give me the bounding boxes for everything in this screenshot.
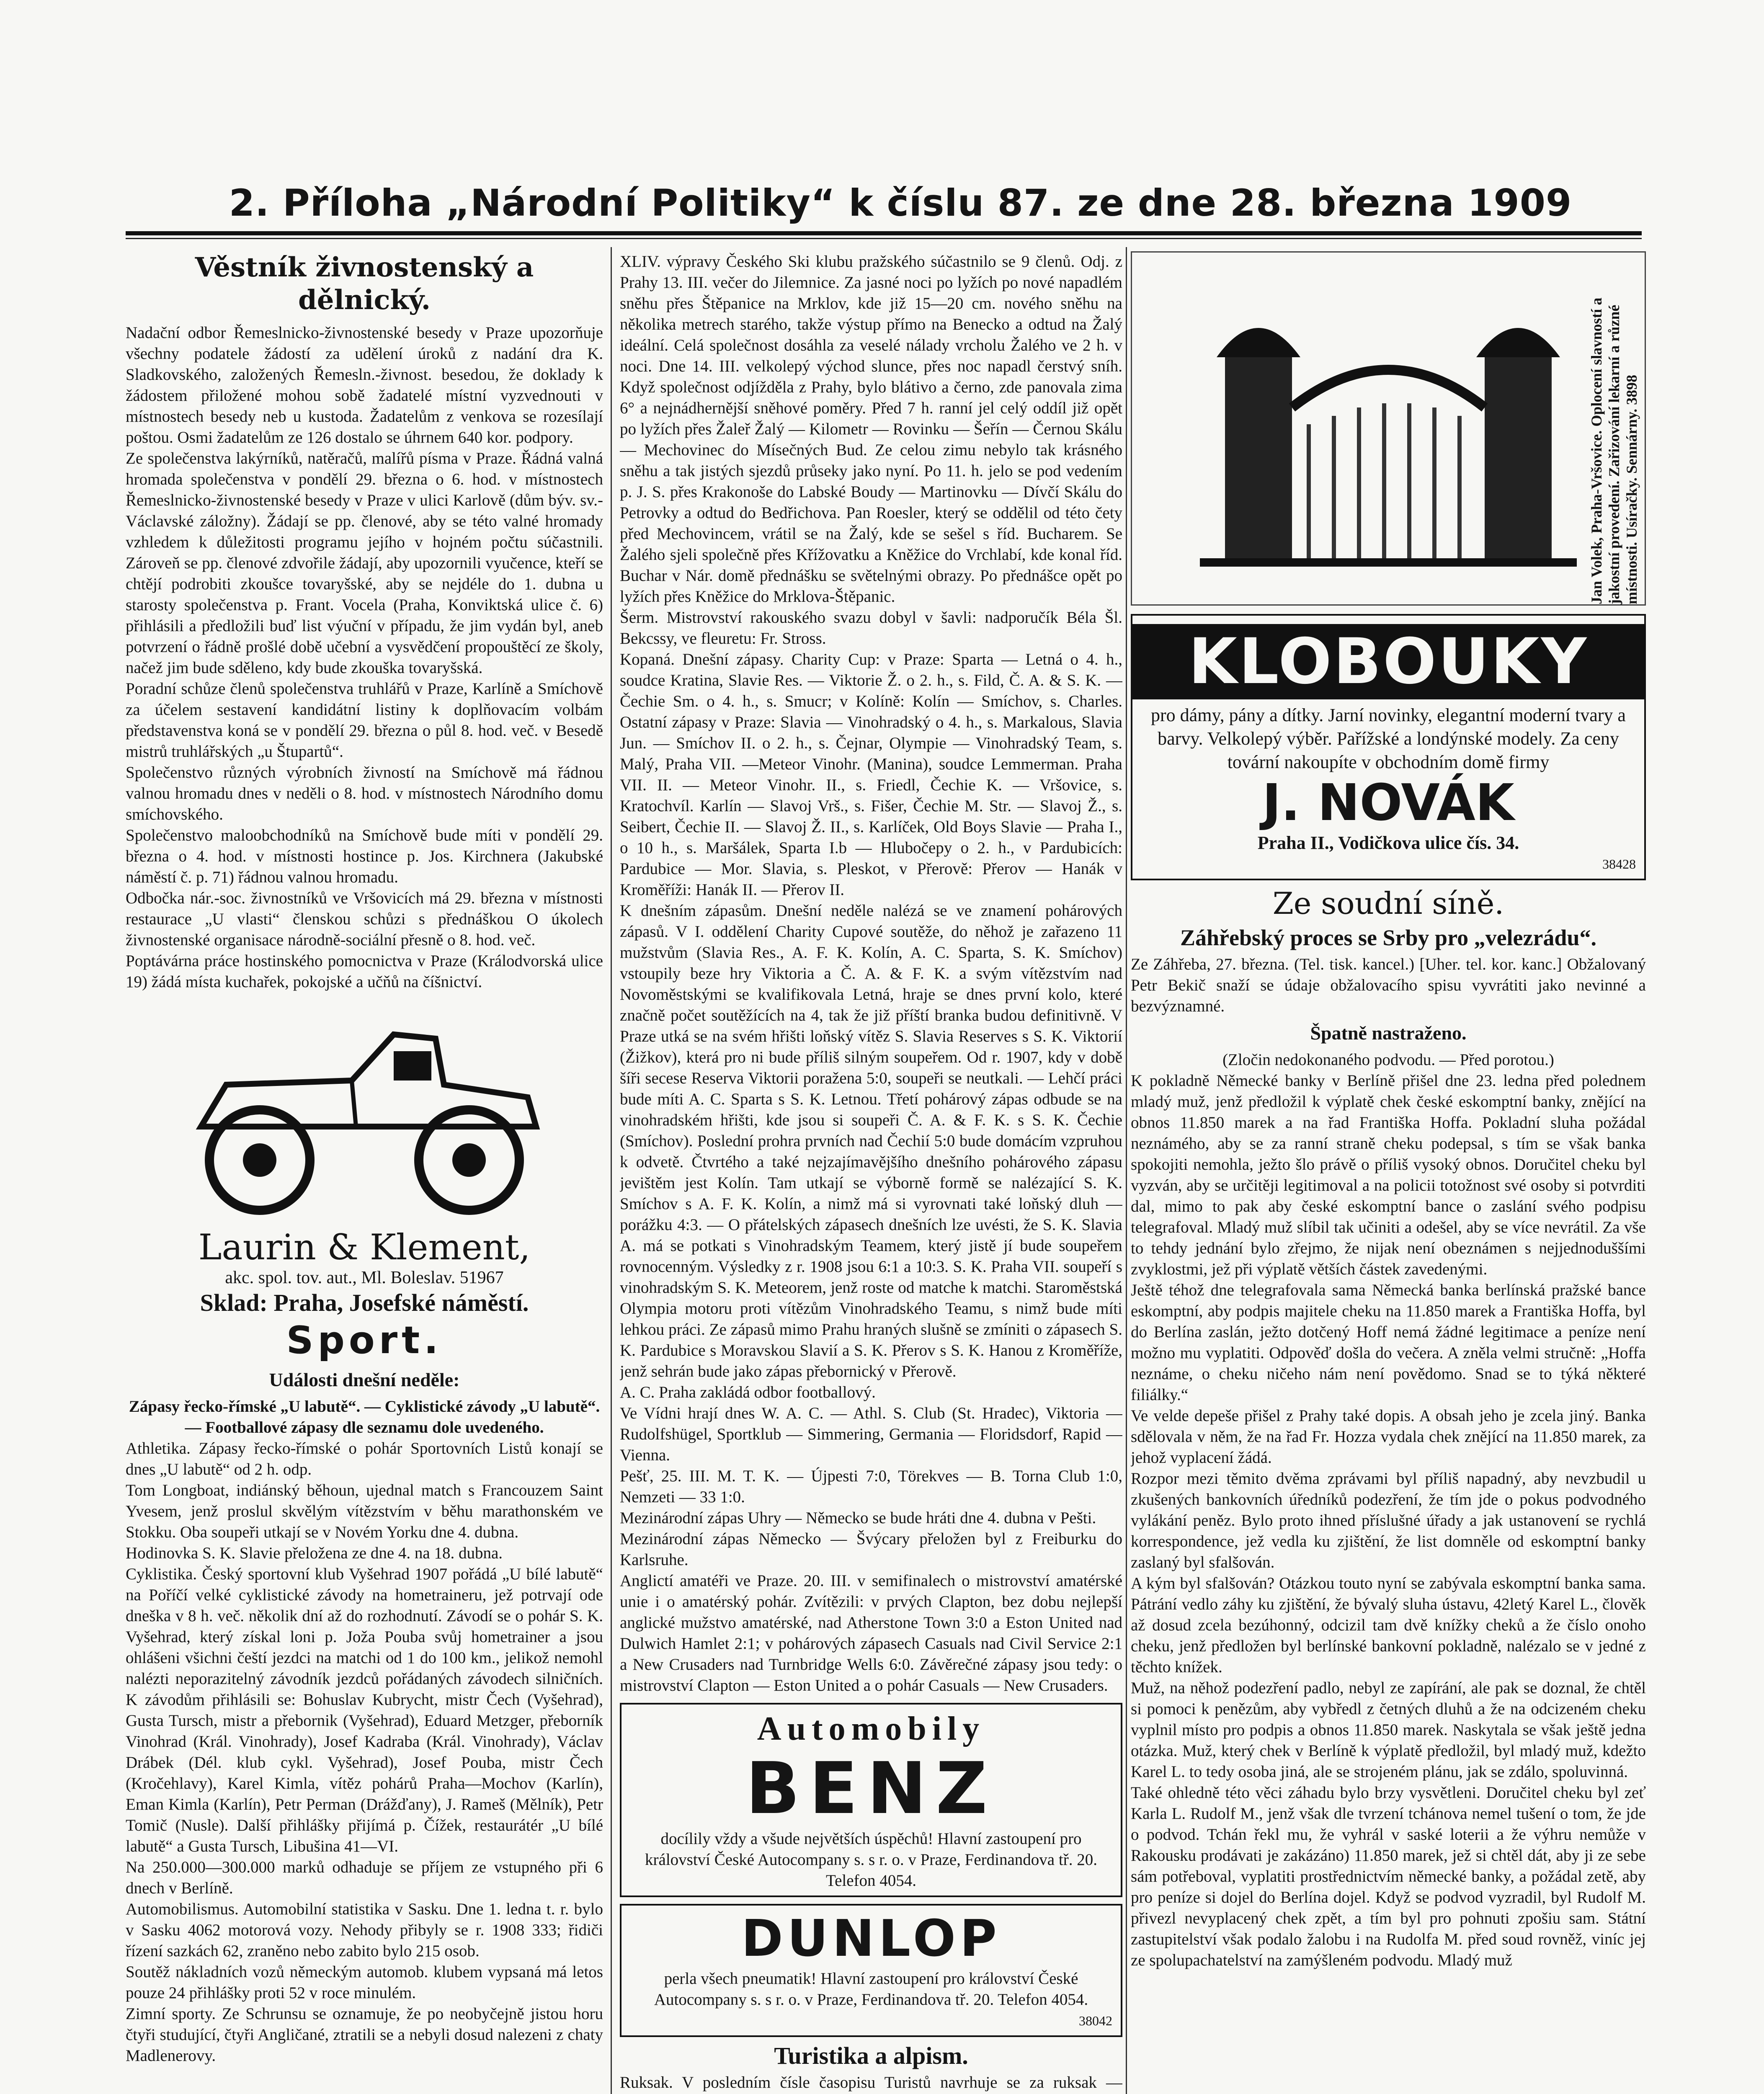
sport-summary: Zápasy řecko-římské „U labutě“. — Cyklistické závody „U labutě“. — Footballové zápasy dle seznamu dole uvedeného. <box>129 1398 600 1436</box>
klobouky-text: pro dámy, pány a dítky. Jarní novinky, elegantní moderní tvary a barvy. Velkolepý výběr. Pařížské a londýnské modely. Za ceny tovární nakoupíte v obchodním domě firmy <box>1151 705 1626 772</box>
article-paragraph: Athletika. Zápasy řecko-římské o pohár Sportovních Listů konají se dnes „U labutě“ od 2 h. odp. <box>126 1439 603 1478</box>
article-paragraph: Mezinárodní zápas Německo — Švýcary přeložen byl z Freiburku do Karlsruhe. <box>620 1530 1122 1569</box>
gate-ad <box>1131 251 1646 606</box>
article-paragraph: Mezinárodní zápas Uhry — Německo se bude hráti dne 4. dubna v Pešti. <box>620 1509 1096 1527</box>
article-paragraph: Ruksak. V posledním čísle časopisu Turistů navrhuje se za ruksak — <box>620 2073 1122 2091</box>
article-paragraph: Ze společenstva lakýrníků, natěračů, malířů písma v Praze. Řádná valná hromada společenstva v pondělí 29. března o 6. hod. v místnostech Řemeslnicko-živnostenské besedy v Praze v ulici Karlově (dům býv. sv.-Václavské záložny). Žádají se pp. členové, aby se této valné hromady vzhledem k důležitosti programu jejího v hojném počtu súčastnili. Zároveň se pp. členové zdvořile žádají, aby upozornili vyučence, kteří se chtějí podrobiti zkoušce tovaryšské, aby se nejdéle do 1. dubna u starosty společenstva p. Frant. Vocela (Praha, Konviktská ulice č. 6) přihlásili a předložili buď list výuční v případu, že jim vydán byl, aneb potvrzení o řádně prošlé době učební a vysvědčení propouštěcí ze školy, načež jim bude sděleno, kdy bude zkouška tovaryšská. <box>126 449 603 677</box>
court-subheading-2: Špatně nastraženo. <box>1310 1022 1467 1044</box>
article-paragraph: Na 250.000—300.000 marků odhaduje se příjem ze vstupného při 6 dnech v Berlíně. <box>126 1858 603 1897</box>
article-paragraph: Tom Longboat, indiánský běhoun, ujednal match s Francouzem Saint Yvesem, jenž proslul skvělým vítězstvím v běhu marathonském ve Stokku. Oba soupeři utkají se v Novém Yorku dne 4. dubna. <box>126 1481 603 1541</box>
article-paragraph: Ve Vídni hrají dnes W. A. C. — Athl. S. Club (St. Hradec), Viktoria — Rudolfshügel, Sportklub — Simmering, Germania — Floridsdorf, Rapid — Vienna. <box>620 1404 1122 1464</box>
article-paragraph: Také ohledně této věci záhadu bylo brzy vysvětleni. Doručitel cheku byl zeť Karla L. Rudolf M., jenž však dle tvrzení tchánova nemel tušení o tom, že jde o podvod. Tchán řekl mu, že vyhrál v saské loterii a že výhru nemůže v Rakousku prodávati je zakázáno) 11.850 marek, jež si chtěl dát, aby ji ze sebe sám potřeboval, vyplatiti prostřednictvím německé banky, a požádal zetě, aby pro peníze si dojel do Berlína dojel. Když se podvod vyzradil, byl Rudolf M. přivezl nevyplacený chek zpět, a tím byl pro pohnuti zpošiu sam. Státní zastupitelství však podalo žalobu i na Rudolfa M. před soud rovněž, viníc jej ze spolupachatelství na zamýšleném podvodu. Mladý muž <box>1131 1784 1646 1969</box>
article-paragraph: Šerm. Mistrovství rakouského svazu dobyl v šavli: nadporučík Béla Šl. Bekcssy, ve fleuretu: Fr. Stross. <box>620 609 1122 647</box>
section-heading: Věstník živnostenský a dělnický. <box>195 252 534 316</box>
klobouky-ad <box>1131 614 1646 880</box>
gate-illustration-icon <box>1200 282 1577 575</box>
article-paragraph: Společenstvo různých výrobních živností na Smíchově má řádnou valnou hromadu dnes v neděli o 8. hod. v místnostech Národního domu smíchovského. <box>126 763 603 823</box>
article-paragraph: K dnešním zápasům. Dnešní neděle nalézá se ve znamení pohárových zápasů. V I. oddělení Charity Cupové soutěže, do něhož je zařazeno 11 mužstvům (Slavia Res., A. F. K. Kolín, A. C. Sparta, S. K. Smíchov) vstoupily beze hry Viktoria a Č. A. & F. K. a svým vítězstvím nad Novoměstskými se kvalifikovala Letná, hraje se dnes první kolo, které značně počet soutěžících na 4, tak že již příští branka budou definitivně. V Praze utká se na svém hřišti loňský vítěz S. Slavia Reserves s S. K. Viktorií (Žižkov), která pro ni bude příliš silným soupeřem. Od r. 1907, kdy v době šíři secese Reserva Viktorii poražena 5:0, soupeři se neutkali. — Lehčí práci bude míti A. C. Sparta s S. K. Letnou. Třetí pohárový zápas odbude se na vinohradském hřišti, kde jsou si soupeři Č. A. & F. K. s S. K. Čechie (Smíchov). Poslední prohra prvních nad Čechií 5:0 bude domácím vzpruhou k odvetě. Čtvrtého a také nejzajímavějšího dnešního pohárového zápasu jevištěm jest Kolín. Tam utkají se výborně formě se nalézající S. K. Smíchov s A. F. K. Kolín, a nimž má si vyrovnati také loňský dluh — porážku 4:3. — O přátelských zápasech dnešních lze uvésti, že S. K. Slavia A. má se potkati s Vinohradským Teamem, který jistě jí bude soupeřem rovnocenným. Výsledky z r. 1908 jsou 6:1 a 10:3. S. K. Praha VII. soupeří s vinohradským S. K. Meteorem, jenž roste od matche k matchi. Staroměstská Olympia motoru proti vítězům Vinohradského Teamu, s nimž bude míti lehkou práci. Ze zápasů mimo Prahu hraných slušně se zmíniti o zápasech S. K. Pardubice s Moravskou Slavií a S. K. Přerov s S. K. Hanou z Kroměříže, jenž sehrán bude jako zápas přebornický v Přerově. <box>620 902 1122 1380</box>
laurin-ad-title: Laurin & Klement, <box>198 1227 531 1268</box>
article-paragraph: Odbočka nár.-soc. živnostníků ve Vršovicích má 29. března v místnosti restaurace „U vlasti“ členskou schůzi s přednáškou O úkolech živnostenské organisace národně-sociální přesně o 8. hod. več. <box>126 889 603 949</box>
sport-heading: Sport. <box>286 1318 443 1362</box>
column-divider <box>1126 247 1127 2094</box>
masthead: 2. Příloha „Národní Politiky“ k číslu 87. ze dne 28. března 1909 <box>229 181 1572 224</box>
novak-address: Praha II., Vodičkova ulice čís. 34. <box>1257 833 1519 853</box>
klobouky-title: KLOBOUKY <box>1132 624 1644 699</box>
car-illustration <box>126 993 603 1227</box>
article-paragraph: Anglictí amatéři ve Praze. 20. III. v semifinalech o mistrovství amatérské unie i o amatérský pohár. Zvítězili: v prvých Clapton, bez dobu nejlepší anglické mužstvo amatérské, nad Atherstone Town 3:0 a Eston United nad Dulwich Hamlet 2:1; v pohárových zápasech Casuals nad Civil Service 2:1 a New Crusaders nad Turnbridge Wells 6:0. Závěrečné zápasy jsou tedy: o mistrovství Clapton — Eston United a o pohár Casuals — New Crusaders. <box>620 1572 1122 1694</box>
article-paragraph: Nadační odbor Řemeslnicko-živnostenské besedy v Praze upozorňuje všechny podatele žádostí za udělení úroků z nadání dra K. Sladkovského, založených Řemesln.-živnost. besedou, že doklady k žádostem přiložené mohou sobě žadatelé místní vyzvednouti v místnostech besedy neb u kustoda. Žadatelům z venkova se rozesílají poštou. Osmi žadatelům ze 126 dostalo se úhrnem 640 kor. podpory. <box>126 324 603 446</box>
car-icon <box>176 1001 553 1219</box>
gate-ad-text: Jan Volek, Praha-Vršovice. Oplocení slavností a jakostní provedení. Zařizování lekarní a různé místnosti. Usíračky. Sennárny. 3898 <box>1588 297 1640 604</box>
novak-code: 38428 <box>1602 856 1636 872</box>
article-paragraph: XLIV. výpravy Českého Ski klubu pražského súčastnilo se 9 členů. Odj. z Prahy 13. III. večer do Jilemnice. Za jasné noci po lyžích po nové napadlém sněhu přes Štěpanice na Mrklov, kde již 15—20 cm. nového sněhu na několika metrech starého, takže výstup přímo na Benecko a odtud na Žalý ideální. Celá společnost dosáhla za veselé nálady vrcholu Žalého ve 2 h. v noci. Dne 14. III. velkolepý východ slunce, přes noc napadl čerstvý sníh. Když společnost odjížděla z Prahy, bylo blátivo a černo, zde panovala zima 6° a nejnádhernější sněhové poměry. Před 7 h. ranní jel celý oddíl již opět po lyžích přes Žaleř Žalý — Kilometr — Rovinku — Šeřín — Černou Skálu — Mechovinec do Mísečných Bud. Ze celou zimu nebylo tak krásného sněhu a tak jistých sjezdů průseky jako nyní. Po 11. h. jelo se pod vedením p. J. S. přes Krakonoše do Labské Boudy — Martinovku — Dívčí Skálu do Petrovky a odtud do Bedřichova. Pan Roesler, který se oddělil od této čety před Mechovincem, vrátil se na Žalý, kde se sešel s říd. Bucharem. Se Žalého sjeli společně přes Křížovatku a Kněžice do Vrchlabí, kde konal říd. Buchar v Nár. domě přednášku se světelnými obrazy. Po přednášce opět po lyžích přes Kněžice do Mrklova-Štěpanic. <box>620 253 1122 606</box>
article-paragraph: Ve velde depeše přišel z Prahy také dopis. A obsah jeho je zcela jiný. Banka sdělovala v něm, že na řad Fr. Hozza vydala chek znějící na 11.850 marek, za jehož vyplacení žádá. <box>1131 1407 1646 1467</box>
masthead-rule-thin <box>126 238 1642 239</box>
article-paragraph: Zimní sporty. Ze Schrunsu se oznamuje, že po neobyčejně jistou horu čtyři studující, čtyři Angličané, ztratili se a nebyli dosud nalezeni z chaty Madlenerovy. <box>126 2005 603 2065</box>
sport-subheading: Události dnešní neděle: <box>269 1369 460 1390</box>
court-subheading-2b: (Zločin nedokonaného podvodu. — Před porotou.) <box>1222 1051 1554 1069</box>
column-3 <box>1131 251 1646 2094</box>
court-subheading: Záhřebský proces se Srby pro „velezrádu“. <box>1180 925 1597 950</box>
masthead-rule <box>126 231 1642 235</box>
dunlop-ad-code: 38042 <box>1079 2013 1112 2028</box>
benz-ad-text: docílily vždy a všude největších úspěchů! Hlavní zastoupení pro království České Autocompany s. s r. o. v Praze, Ferdinandova tř. 20. Telefon 4054. <box>645 1830 1097 1890</box>
laurin-ad-sklad: Sklad: Praha, Josefské náměstí. <box>200 1289 529 1316</box>
article-paragraph: Hodinovka S. K. Slavie přeložena ze dne 4. na 18. dubna. <box>126 1544 503 1562</box>
novak-name: J. NOVÁK <box>1262 774 1514 832</box>
laurin-ad-sub: akc. spol. tov. aut., Ml. Boleslav. 51967 <box>225 1268 504 1287</box>
article-paragraph: A kým byl sfalšován? Otázkou touto nyní se zabývala eskomptní banka sama. Pátrání vedlo záhy ku zjištění, že bývalý sluha ústavu, 42letý Karel L., člověk až dosud zcela bezúhonný, odcizil tam dvě knížky cheků a že číslo onoho cheku, jenž předložen byl berlínské bankovní pokladně, nalézalo se v jedné z těchto knížek. <box>1131 1574 1646 1676</box>
article-paragraph: A. C. Praha zakládá odbor footballový. <box>620 1383 876 1401</box>
turistika-heading: Turistika a alpism. <box>774 2042 968 2069</box>
dunlop-ad-name: DUNLOP <box>741 1910 1001 1968</box>
article-paragraph: Společenstvo maloobchodníků na Smíchově bude míti v pondělí 29. března o 4. hod. v místnosti hostince p. Jos. Kirchnera (Jakubské náměstí č. p. 71) řádnou valnou hromadu. <box>126 826 603 886</box>
article-paragraph: Pešť, 25. III. M. T. K. — Újpesti 7:0, Törekves — B. Torna Club 1:0, Nemzeti — 33 1:0. <box>620 1467 1122 1506</box>
dunlop-ad <box>620 1904 1122 2037</box>
article-paragraph: Automobilismus. Automobilní statistika v Sasku. Dne 1. ledna t. r. bylo v Sasku 4062 motorová vozy. Nehody přibyly se r. 1908 333; řidiči řízení sazkách 62, zraněno nebo zabito bylo 215 osob. <box>126 1900 603 1960</box>
benz-ad <box>620 1703 1122 1897</box>
article-paragraph: K pokladně Německé banky v Berlíně přišel dne 23. ledna před polednem mladý muž, jenž předložil k výplatě chek české eskomptní banky, znějící na obnos 11.850 marek a na řad Františka Hoffa. Pokladní sluha požádal neznámého, aby se za ranní straně cheku podepsal, s tím se však banka spokojiti nemohla, ježto šlo právě o příliš vysoký obnos. Doručitel cheku byl vyzván, aby se určitěji legitimoval a na policii totožnost své osoby si potvrditi dal, mimo to pak aby české eskomptní bance o zaslání svého podpisu telegrafoval. Mladý muž slíbil tak učiniti a odešel, aby se více nevrátil. Za vše to tehdy jednání bylo zřejmo, že nijak není obeznámen s nejjednoduššími zvyklostmi, jež při výplatě větších částek zavedenými. <box>1131 1072 1646 1278</box>
article-paragraph: Ze Záhřeba, 27. března. (Tel. tisk. kancel.) [Uher. tel. kor. kanc.] Obžalovaný Petr Bekič snaží se údaje obžalovacího spisu vyvrátiti jako nevinné a bezvýznamné. <box>1131 955 1646 1015</box>
article-paragraph: Soutěž nákladních vozů německým automob. klubem vypsaná má letos pouze 24 přihlášky proti 52 v roce minulém. <box>126 1963 603 2002</box>
benz-ad-name: BENZ <box>745 1747 997 1830</box>
article-paragraph: Muž, na něhož podezření padlo, nebyl ze zapírání, ale pak se doznal, že chtěl si pomoci k penězům, aby vybředl z četných dluhů a že na odcizeném cheku vyplnil místo pro podpis a obnos 11.850 marek. Naskytala se však ještě jedna otázka. Muž, který chek v Berlíně k výplatě předložil, byl mladý muž, kdežto Karel L. to tedy osoba jiná, ale se strojeném plánu, jak se zdálo, spoluvinná. <box>1131 1679 1646 1781</box>
article-paragraph: Ještě téhož dne telegrafovala sama Německá banka berlínská pražské bance eskomptní, aby podpis majitele cheku na 11.850 marek a Františka Hoffa, byl do Berlína zaslán, ježto dotčený Hoff nemá žádné legitimace a peníze není možno mu vyplatiti. Odpověď došla do večera. A zněla velmi stručně: „Hoffa neznáme, o cheku ničeho nám není povědomo. Snad se to týká některé filiálky.“ <box>1131 1281 1646 1404</box>
article-paragraph: Rozpor mezi těmito dvěma zprávami byl příliš napadný, aby nevzbudil u zkušených bankovních úředníků podezření, že tím jde o pokus podvodného vylákání peněz. Bylo proto ihned příslušné úřady a jak ustanovení se rychlá korrespondence, jež vedla ku zjištění, že list domněle od eskomptní banky zaslaný byl sfalšován. <box>1131 1470 1646 1571</box>
article-paragraph: Poptávárna práce hostinského pomocnictva v Praze (Králodvorská ulice 19) žádá místa kuchařek, pokojské a učňů na číšnictví. <box>126 952 603 991</box>
article-paragraph: Kopaná. Dnešní zápasy. Charity Cup: v Praze: Sparta — Letná o 4. h., soudce Kratina, Slavie Res. — Viktorie Ž. o 2. h., s. Fild, Č. A. & S. K. — Čechie Sm. o 4. h., s. Smucr; v Kolíně: Kolín — Smíchov, s. Charles. Ostatní zápasy v Praze: Slavia — Vinohradský o 4. h., s. Markalous, Slavia Jun. — Smíchov II. o 2. h., s. Čejnar, Olympie — Vinohradský Team, s. Malý, Praha VII. —Meteor Vinohr. (Manina), soudce Lemmerman. Praha VII. II. — Meteor Vinohr. II., s. Friedl, Čechie K. — Vršovice, s. Kratochvíl. Karlín — Slavoj Vrš., s. Fišer, Čechie M. Str. — Slavoj Ž., s. Seibert, Čechie II. — Slavoj Ž. II., s. Karlíček, Old Boys Slavie — Praha I., o 10 h., s. Maršálek, Sparta I.b — Hlubočepy o 2. h., v Pardubicích: Pardubice — Mor. Slavia, s. Pleskot, v Přerově: Přerov — Hanák v Kroměříži: Hanák II. — Přerov II. <box>620 650 1122 899</box>
column-divider <box>611 247 612 2094</box>
article-paragraph: Cyklistika. Český sportovní klub Vyšehrad 1907 pořádá „U bílé labutě“ na Poříčí velké cyklistické závody na hometraineru, jež potrvají ode dneška v 8 h. več. několik dní až do rozhodnutí. Závodí se o pohár S. K. Vyšehrad, který získal loni p. Joža Pouba svůj hometrainer a jsou ohlášeni všichni čeští jezdci na matchi od 1 do 100 km., jelikož nemohl nalézti neporazitelný závodník jezdců pořádaných závodech silničních. K závodům přihlásili se: Bohuslav Kubrycht, mistr Čech (Vyšehrad), Gusta Tursch, mistr a přebornik (Vyšehrad), Eduard Metzger, přeborník Vinohrad (Král. Vinohrady), Josef Kadraba (Král. Vinohrady), Václav Drábek (Dél. klub cykl. Vyšehrad), Josef Pouba, mistr Čech (Kročehlavy), Karel Kimla, vítěz pohárů Praha—Mochov (Karlín), Eman Kimla (Karlín), Petr Perman (Drážďany), J. Rameš (Mělník), Petr Tomič (Nusle). Další přihlášky přijímá p. Čížek, restaurátér „U bílé labutě“ a Gusta Tursch, Libušina 41—VI. <box>126 1565 603 1855</box>
column-2 <box>620 251 1122 2094</box>
benz-ad-title: Automobily <box>757 1710 985 1747</box>
article-paragraph: Poradní schůze členů společenstva truhlářů v Praze, Karlíně a Smíchově za účelem sestavení kandidátní listiny k doplňovacím volbám představenstva koná se v pondělí 29. března o půl 8. hod. več. v Besedě mistrů truhlářských „u Štupartů“. <box>126 680 603 761</box>
column-1 <box>126 251 603 2094</box>
dunlop-ad-text: perla všech pneumatik! Hlavní zastoupení pro království České Autocompany s. s r. o. v Praze, Ferdinandova tř. 20. Telefon 4054. <box>654 1970 1088 2009</box>
court-heading: Ze soudní síně. <box>1272 886 1504 921</box>
